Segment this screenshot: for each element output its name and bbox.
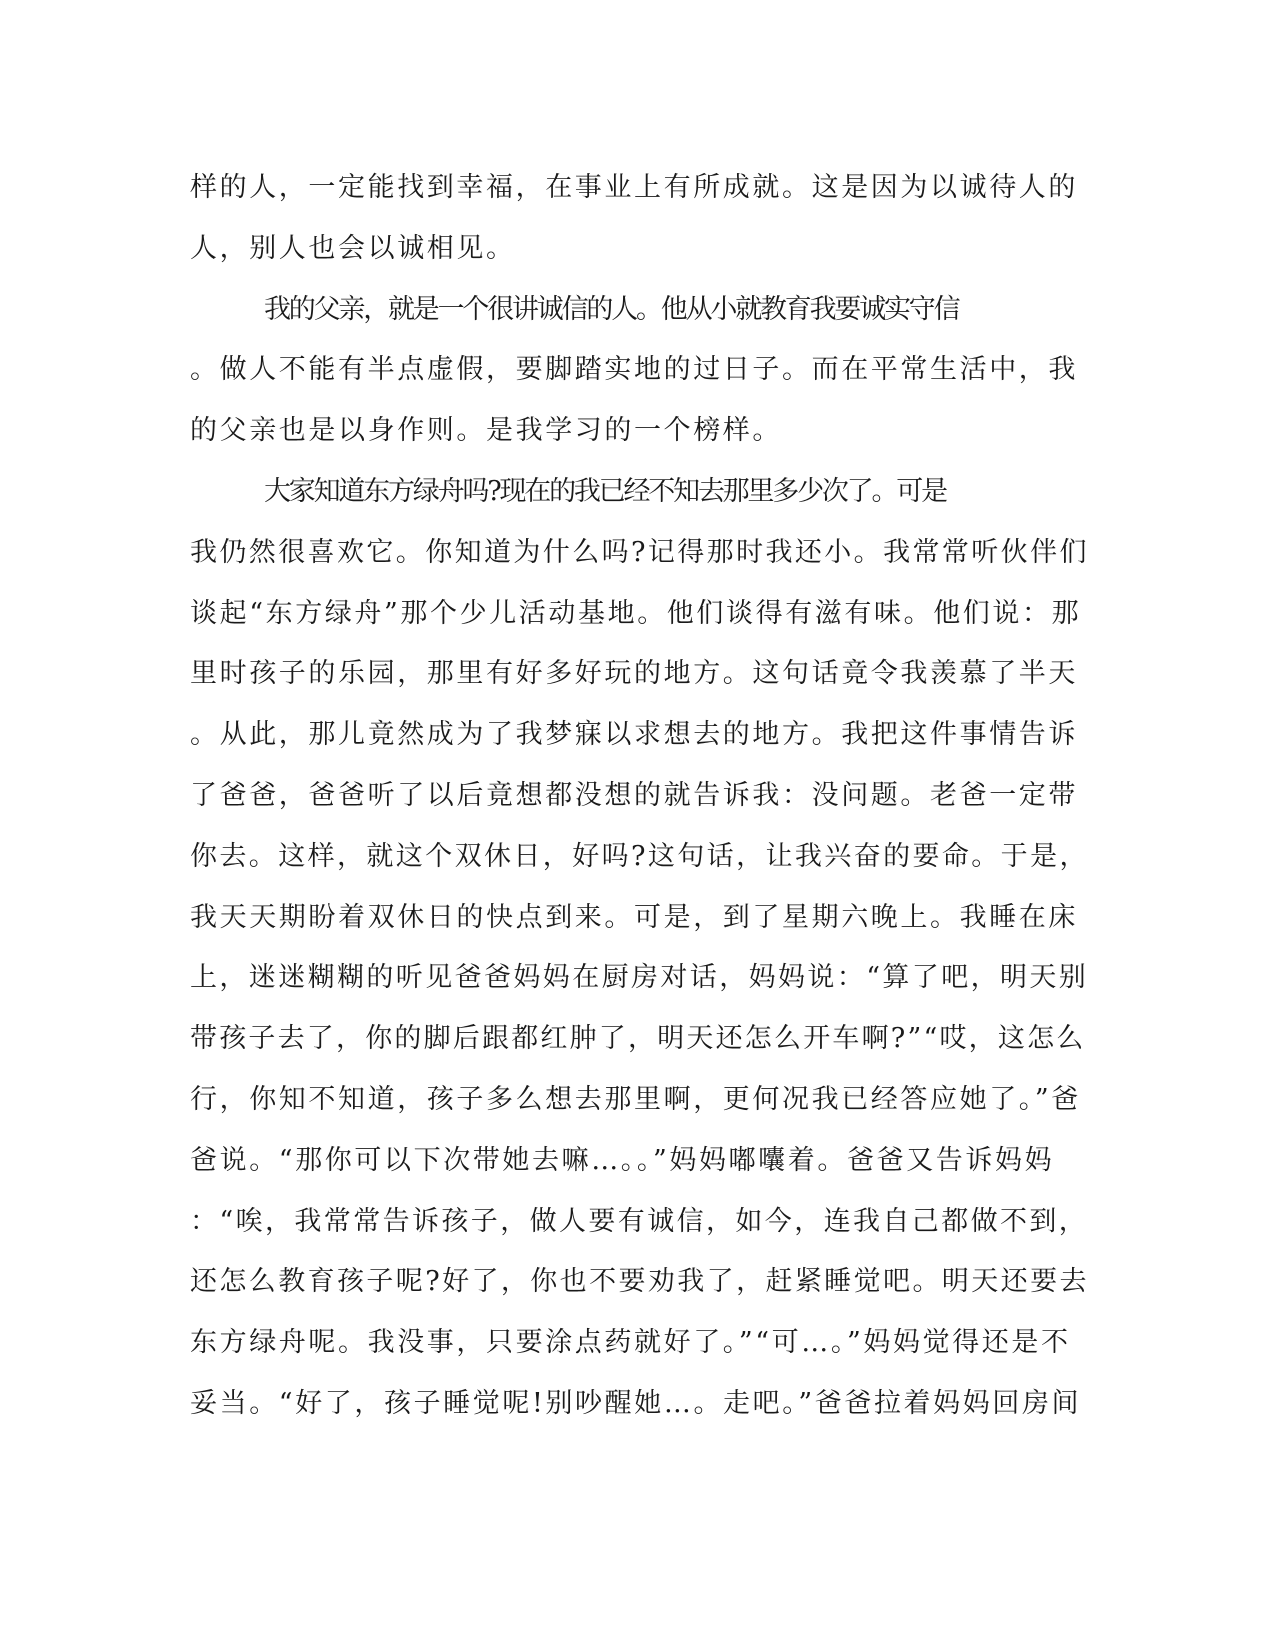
text-line: 样的人，一定能找到幸福，在事业上有所成就。这是因为以诚待人的: [190, 172, 1078, 203]
text-line: 还怎么教育孩子呢?好了，你也不要劝我了，赶紧睡觉吧。明天还要去: [190, 1266, 1089, 1298]
text-line: 谈起“东方绿舟”那个少儿活动基地。他们谈得有滋有味。他们说：那: [190, 597, 1082, 629]
text-line: 。做人不能有半点虚假，要脚踏实地的过日子。而在平常生活中，我: [190, 354, 1078, 386]
text-line: 你去。这样，就这个双休日，好吗?这句话，让我兴奋的要命。于是，: [190, 840, 1089, 872]
text-line: 我仍然很喜欢它。你知道为什么吗?记得那时我还小。我常常听伙伴们: [190, 536, 1089, 568]
text-line: 的父亲也是以身作则。是我学习的一个榜样。: [190, 415, 782, 447]
text-line: 里时孩子的乐园，那里有好多好玩的地方。这句话竟令我羡慕了半天: [190, 658, 1078, 690]
text-line: 我天天期盼着双休日的快点到来。可是，到了星期六晚上。我睡在床: [190, 901, 1078, 933]
text-line: 了爸爸，爸爸听了以后竟想都没想的就告诉我：没问题。老爸一定带: [190, 779, 1078, 811]
text-line: 爸说。“那你可以下次带她去嘛…。。”妈妈嘟囔着。爸爸又告诉妈妈: [190, 1144, 1055, 1176]
text-line: 人，别人也会以诚相见。: [190, 232, 516, 264]
text-line: 东方绿舟呢。我没事，只要涂点药就好了。”“可…。”妈妈觉得还是不: [190, 1327, 1071, 1359]
text-line: 我的父亲，就是一个很讲诚信的人。他从小就教育我要诚实守信: [264, 293, 959, 325]
text-line: 大家知道东方绿舟吗?现在的我已经不知去那里多少次了。可是: [264, 475, 946, 507]
text-line: 妥当。“好了，孩子睡觉呢!别吵醒她…。走吧。”爸爸拉着妈妈回房间: [190, 1387, 1082, 1419]
text-line: 上，迷迷糊糊的听见爸爸妈妈在厨房对话，妈妈说：“算了吧，明天别: [190, 962, 1089, 994]
text-line: 带孩子去了，你的脚后跟都红肿了，明天还怎么开车啊?”“哎，这怎么: [190, 1023, 1086, 1055]
text-line: ：“唉，我常常告诉孩子，做人要有诚信，如今，连我自己都做不到，: [190, 1205, 1089, 1237]
body-text: [190, 158, 1090, 1435]
text-line: 行，你知不知道，孩子多么想去那里啊，更何况我已经答应她了。”爸: [190, 1083, 1081, 1115]
text-line: 。从此，那儿竟然成为了我梦寐以求想去的地方。我把这件事情告诉: [190, 719, 1078, 751]
